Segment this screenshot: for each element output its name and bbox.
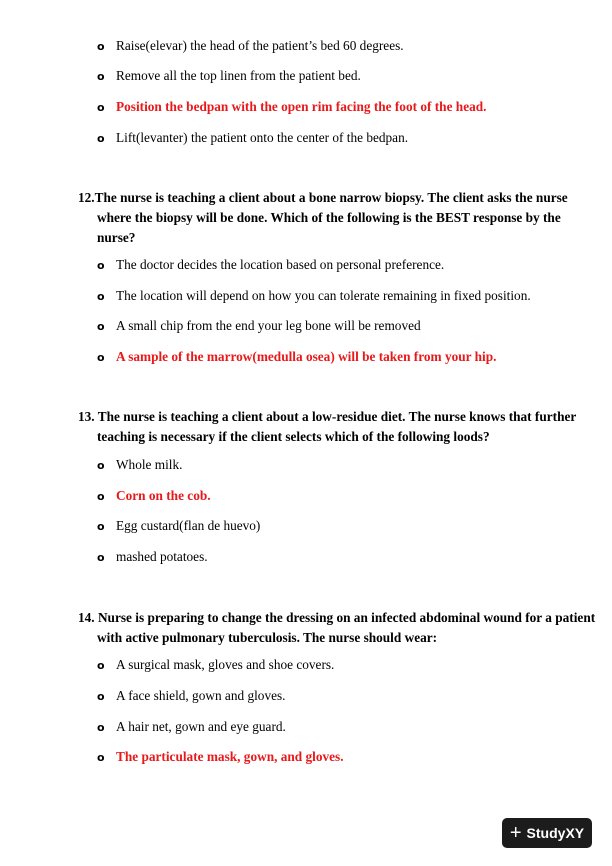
bullet-icon: o — [97, 40, 105, 53]
q12-option-3 — [97, 318, 421, 335]
option-text: A surgical mask, gloves and shoe covers. — [116, 657, 335, 672]
bullet-icon: o — [97, 70, 105, 83]
q11-option-2 — [97, 68, 361, 85]
bullet-icon: o — [97, 320, 105, 333]
bullet-icon: o — [97, 132, 105, 145]
badge-study-text: Study — [526, 825, 566, 841]
q11-option-3-correct — [97, 99, 486, 116]
bullet-icon: o — [97, 690, 105, 703]
question-14 — [78, 608, 598, 648]
q13-option-3 — [97, 518, 260, 535]
q11-option-4 — [97, 130, 408, 147]
option-text: Lift(levanter) the patient onto the center of the bedpan. — [116, 130, 409, 145]
option-text: A small chip from the end your leg bone will be removed — [116, 318, 421, 333]
option-text: Whole milk. — [116, 457, 183, 472]
q13-option-2-correct — [97, 488, 211, 505]
option-text: The doctor decides the location based on personal preference. — [116, 257, 445, 272]
option-text: Raise(elevar) the head of the patient’s bed 60 degrees. — [116, 38, 404, 53]
question-12-text: 12.The nurse is teaching a client about a bone narrow biopsy. The client asks the nurse where the biopsy will be done. Which of the following is the BEST response by the nurse? — [78, 190, 568, 245]
option-text: A sample of the marrow(medulla osea) will be taken from your hip. — [116, 349, 497, 364]
question-13-text: 13. The nurse is teaching a client about a low-residue diet. The nurse knows that further teaching is necessary if the client selects which of the following loods? — [78, 409, 577, 444]
bullet-icon: o — [97, 520, 105, 533]
q14-option-4-correct — [97, 749, 344, 766]
question-14-text: 14. Nurse is preparing to change the dressing on an infected abdominal wound for a patient with active pulmonary tuberculosis. The nurse should wear: — [78, 610, 596, 645]
plus-icon: + — [509, 822, 522, 844]
q14-option-1 — [97, 657, 334, 674]
option-text: The particulate mask, gown, and gloves. — [116, 749, 344, 764]
option-text: Remove all the top linen from the patient bed. — [116, 68, 361, 83]
studyxy-logo-badge[interactable] — [502, 818, 592, 848]
option-text: A face shield, gown and gloves. — [116, 688, 286, 703]
q12-option-2 — [97, 288, 531, 305]
option-text: A hair net, gown and eye guard. — [116, 719, 286, 734]
q12-option-4-correct — [97, 349, 496, 366]
option-text: mashed potatoes. — [116, 549, 208, 564]
bullet-icon: o — [97, 459, 105, 472]
bullet-icon: o — [97, 290, 105, 303]
bullet-icon: o — [97, 259, 105, 272]
option-text: Egg custard(flan de huevo) — [116, 518, 261, 533]
question-13 — [78, 407, 598, 447]
q12-option-1 — [97, 257, 444, 274]
q13-option-1 — [97, 457, 182, 474]
bullet-icon: o — [97, 490, 105, 503]
q14-option-2 — [97, 688, 286, 705]
question-12 — [78, 188, 598, 248]
bullet-icon: o — [97, 721, 105, 734]
bullet-icon: o — [97, 101, 105, 114]
q14-option-3 — [97, 719, 286, 736]
option-text: Position the bedpan with the open rim facing the foot of the head. — [116, 99, 487, 114]
option-text: The location will depend on how you can tolerate remaining in fixed position. — [116, 288, 531, 303]
bullet-icon: o — [97, 351, 105, 364]
q13-option-4 — [97, 549, 208, 566]
bullet-icon: o — [97, 751, 105, 764]
option-text: Corn on the cob. — [116, 488, 211, 503]
bullet-icon: o — [97, 551, 105, 564]
bullet-icon: o — [97, 659, 105, 672]
q11-option-1 — [97, 38, 404, 55]
badge-xy-text: XY — [565, 825, 585, 841]
